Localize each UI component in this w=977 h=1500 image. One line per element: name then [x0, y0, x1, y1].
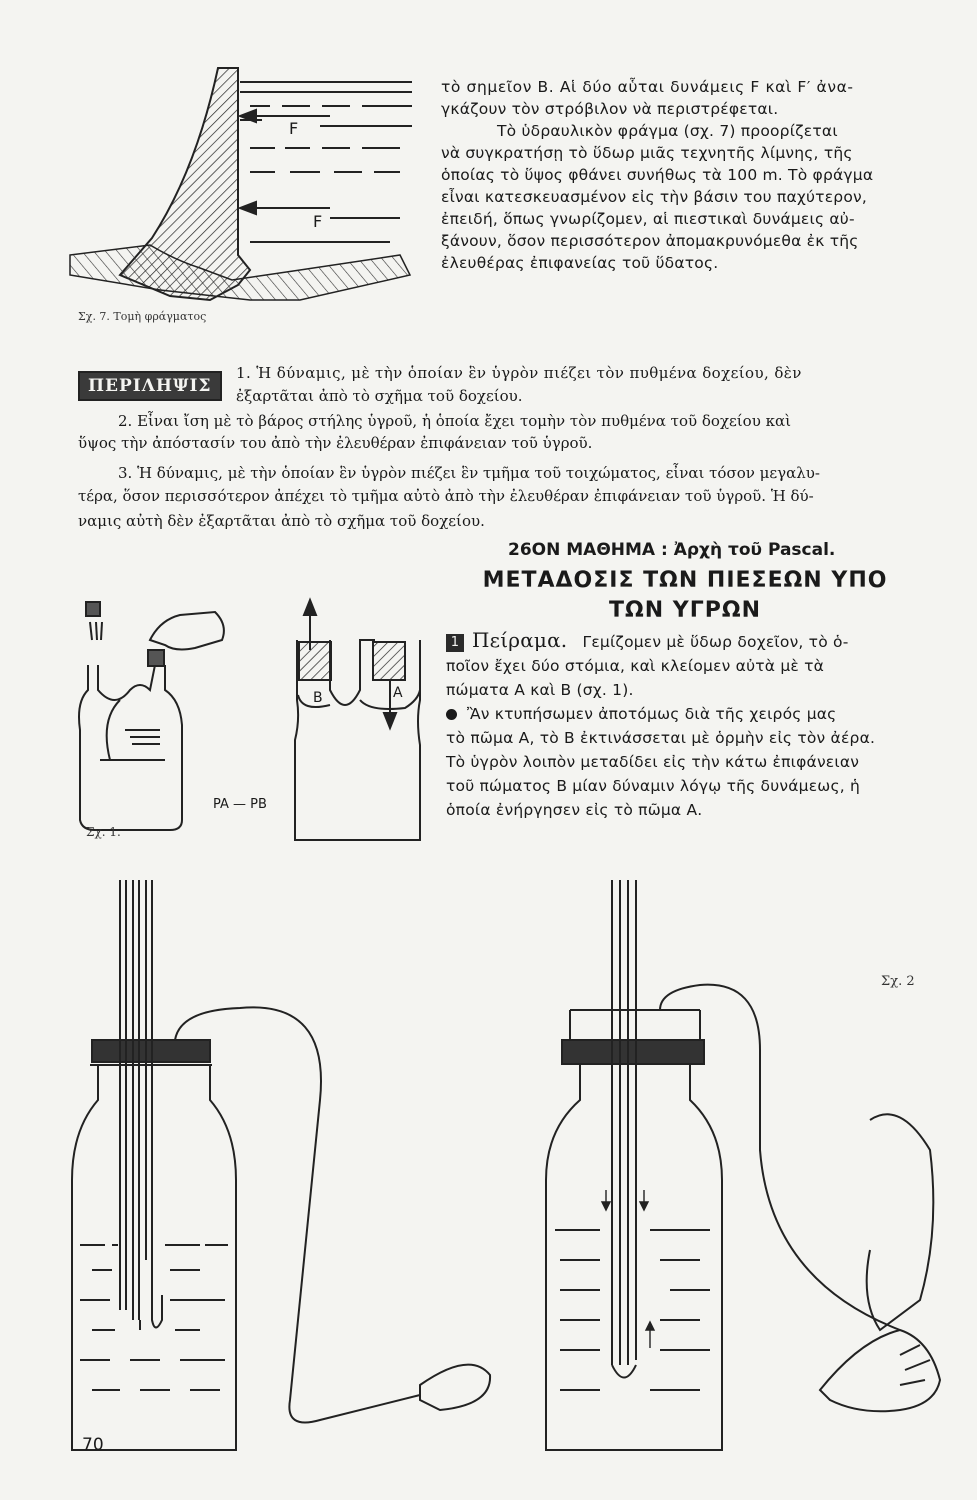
intro-paragraph: [441, 76, 961, 274]
experiment-paragraph: [446, 628, 961, 822]
lesson-title-line2: ΤΩΝ ΥΓΡΩΝ: [609, 598, 761, 623]
text-line: τὸ σημεῖον B. Αἱ δύο αὗται δυνάμεις F καὶ F′ ἀνα-: [441, 78, 854, 96]
lesson-title-line1: ΜΕΤΑΔΟΣΙΣ ΤΩΝ ΠΙΕΣΕΩΝ ΥΠΟ: [482, 568, 888, 593]
text-line: πώματα Α καὶ Β (σχ. 1).: [446, 681, 634, 699]
text-line: τοῦ πώματος Β μίαν δύναμιν λόγῳ τῆς δυνάμεως, ἡ: [446, 777, 861, 795]
summary-line: ἐξαρτᾶται ἀπὸ τὸ σχῆμα τοῦ δοχείου.: [236, 387, 523, 405]
text-line: Τὸ ὑγρὸν λοιπὸν μεταδίδει εἰς τὴν κάτω ἐπιφάνειαν: [446, 753, 860, 771]
figure-1-caption: Σχ. 1.: [86, 825, 121, 839]
text-line: ξάνουν, ὅσον περισσότερον ἀπομακρυνόμεθα ἐκ τῆς: [441, 232, 859, 250]
experiment-heading-line: [446, 628, 961, 654]
page-number: 70: [82, 1435, 104, 1455]
summary-line: ναμις αὐτὴ δὲν ἐξαρτᾶται ἀπὸ τὸ σχῆμα τοῦ δοχείου.: [78, 512, 485, 530]
figure-2-caption: Σχ. 2: [881, 974, 915, 989]
bullet-icon: [446, 709, 457, 720]
force-label-f2: F: [313, 212, 323, 231]
text-line: ποῖον ἔχει δύο στόμια, καὶ κλείομεν αὐτὰ μὲ τὰ: [446, 657, 825, 675]
right-jar: [546, 1065, 722, 1450]
summary-line: τέρα, ὅσον περισσότερον ἀπέχει τὸ τμῆμα αὐτὸ ἀπὸ τὴν ἐλευθέραν ἐπιφάνειαν τοῦ ὑγροῦ. Ἡ δύ-: [78, 487, 814, 505]
summary-line: 2. Εἶναι ἴση μὲ τὸ βάρος στήλης ὑγροῦ, ἡ ὁποία ἔχει τομὴν τὸν πυθμένα τοῦ δοχείου καὶ: [118, 412, 791, 430]
text-line: ὁποίας τὸ ὕψος φθάνει συνήθως τὰ 100 m. Τὸ φράγμα: [441, 166, 874, 184]
stopper-label-b: B: [313, 690, 323, 706]
left-jar: [72, 1065, 236, 1450]
text-line: τὸ πῶμα Α, τὸ Β ἐκτινάσσεται μὲ ὁρμὴν εἰς τὸν ἀέρα.: [446, 729, 876, 747]
text-line: νὰ συγκρατήσῃ τὸ ὕδωρ μιᾶς τεχνητῆς λίμνης, τῆς: [441, 144, 853, 162]
dam-wall: [120, 68, 250, 300]
pressure-label: PA — PB: [213, 797, 267, 812]
stopper-label-a: A: [393, 685, 403, 701]
summary-line: ὕψος τὴν ἀπόστασίν του ἀπὸ τὴν ἐλευθέραν ἐπιφάνειαν τοῦ ὑγροῦ.: [78, 434, 593, 452]
ground: [70, 245, 410, 300]
text-line: Ἂν κτυπήσωμεν ἀποτόμως διὰ τῆς χειρός μας: [467, 705, 837, 723]
summary-badge: ΠΕΡΙΛΗΨΙΣ: [78, 371, 222, 401]
text-line: Τὸ ὑδραυλικὸν φράγμα (σχ. 7) προορίζεται: [497, 122, 838, 140]
text-line: Γεμίζομεν μὲ ὕδωρ δοχεῖον, τὸ ὁ-: [582, 633, 849, 651]
text-line: ὁποία ἐνήργησεν εἰς τὸ πῶμα Α.: [446, 801, 703, 819]
lesson-heading: 26ΟΝ ΜΑΘΗΜΑ : Ἀρχὴ τοῦ Pascal.: [508, 540, 836, 560]
summary-line: 1. Ἡ δύναμις, μὲ τὴν ὁποίαν ἓν ὑγρὸν πιέζει τὸν πυθμένα δοχείου, δὲν: [236, 364, 802, 382]
experiment-number: 1: [446, 634, 464, 652]
text-line: εἶναι κατεσκευασμένον εἰς τὴν βάσιν του παχύτερον,: [441, 188, 867, 206]
bullet-line: [446, 702, 961, 726]
text-line: γκάζουν τὸν στρόβιλον νὰ περιστρέφεται.: [441, 100, 779, 118]
figure-7-caption: Σχ. 7. Τομὴ φράγματος: [78, 310, 207, 323]
experiment-heading: Πείραμα.: [472, 628, 568, 652]
force-label-f1: F: [289, 119, 299, 138]
text-line: ἐλευθέρας ἐπιφανείας τοῦ ὕδατος.: [441, 254, 719, 272]
summary-line: 3. Ἡ δύναμις, μὲ τὴν ὁποίαν ἓν ὑγρὸν πιέζει ἓν τμῆμα τοῦ τοιχώματος, εἶναι τόσον μεγαλυ-: [118, 464, 820, 482]
text-line: ἐπειδή, ὅπως γνωρίζομεν, αἱ πιεστικαὶ δυνάμεις αὐ-: [441, 210, 855, 228]
